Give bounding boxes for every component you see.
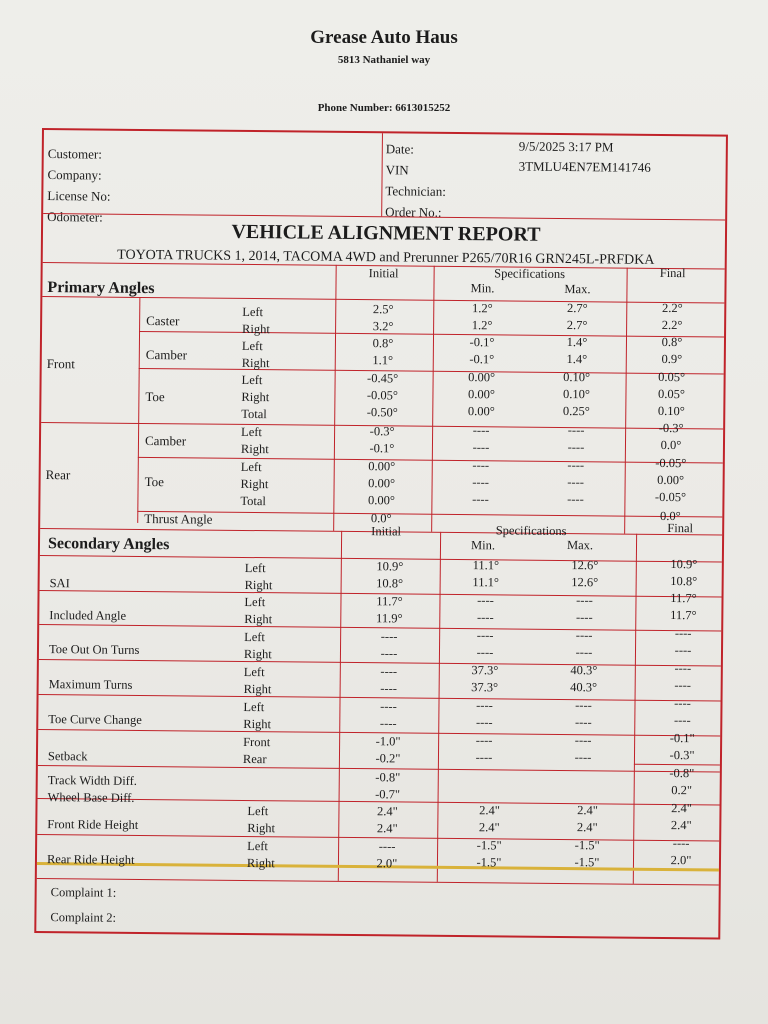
toe-right-initial: -0.05° (366, 388, 399, 403)
track-width-final: -0.8" (669, 766, 695, 781)
divider (338, 531, 342, 881)
rear-ride-left-max: -1.5" (574, 838, 600, 853)
initial-header: Initial (368, 266, 399, 281)
divider (139, 331, 724, 338)
camber-left-min: -0.1° (469, 335, 495, 350)
total-label: Total (241, 406, 267, 422)
toe-out-left-min: ---- (476, 628, 494, 643)
order-label: Order No.: (385, 204, 442, 220)
max-turns-left-min: 37.3° (471, 663, 499, 678)
right-label: Right (243, 681, 272, 697)
camber-left-max: 1.4° (566, 335, 588, 350)
left-label: Left (244, 560, 266, 576)
vin-label: VIN (385, 162, 409, 178)
customer-label: Customer: (47, 146, 102, 162)
caster-left-final: 2.2° (661, 300, 683, 316)
camber-right-min: -0.1° (469, 352, 495, 367)
specifications-header-secondary: Specifications (495, 523, 567, 539)
initial-header-secondary: Initial (371, 524, 402, 539)
toe-out-left-max: ---- (575, 628, 593, 643)
front-ride-left-min: 2.4" (479, 803, 500, 818)
toe-right-min: 0.00° (467, 387, 495, 402)
front-label-setback: Front (243, 734, 271, 750)
setback-rear-max: ---- (574, 750, 592, 765)
rear-toe-total-min: ---- (472, 492, 489, 507)
toe-label: Toe (145, 389, 165, 405)
rear-camber-left-initial: -0.3° (369, 424, 395, 439)
rear-camber-left-final: -0.3° (658, 420, 684, 436)
rear-toe-total-max: ---- (567, 492, 584, 507)
caster-label: Caster (146, 313, 180, 329)
max-turns-right-min: 37.3° (471, 680, 499, 695)
rear-ride-right-max: -1.5" (574, 855, 600, 870)
camber-right-final: 0.9° (661, 351, 683, 367)
caster-right-min: 1.2° (471, 318, 493, 333)
shop-phone-line (0, 102, 768, 114)
left-label: Left (243, 664, 265, 680)
left-label: Left (243, 699, 265, 715)
caster-right-max: 2.7° (566, 318, 588, 333)
sai-left-final: 10.9° (670, 557, 698, 572)
toe-left-max: 0.10° (563, 370, 591, 385)
rear-ride-right-initial: 2.0" (376, 856, 398, 871)
wheel-base-initial: -0.7" (375, 787, 401, 802)
track-width-initial: -0.8" (375, 770, 401, 785)
toe-curve-left-max: ---- (575, 698, 592, 713)
setback-front-initial: -1.0" (375, 734, 401, 749)
front-ride-left-initial: 2.4" (377, 804, 398, 819)
divider (431, 266, 435, 532)
final-header-secondary: Final (667, 521, 694, 536)
caster-left-min: 1.2° (471, 301, 493, 316)
rear-toe-right-max: ---- (567, 475, 585, 490)
thrust-angle-initial: 0.0° (370, 511, 392, 526)
right-label: Right (243, 646, 272, 662)
divider (137, 511, 722, 518)
wheel-base-final: 0.2" (671, 783, 693, 798)
toe-out-on-turns-label: Toe Out On Turns (48, 642, 140, 657)
camber-left-final: 0.8° (661, 334, 683, 350)
rear-ride-left-initial: ---- (378, 839, 396, 854)
complaint-1-label: Complaint 1: (50, 885, 117, 900)
toe-out-right-min: ---- (476, 645, 494, 660)
thrust-angle-final: 0.0° (659, 508, 681, 524)
included-right-max: ---- (575, 610, 593, 625)
included-left-final: 11.7° (670, 591, 697, 606)
divider (633, 534, 637, 884)
toe-curve-left-min: ---- (476, 698, 493, 713)
date-value: 9/5/2025 3:17 PM (518, 138, 614, 155)
setback-front-final: -0.1" (669, 731, 695, 746)
setback-rear-initial: -0.2" (375, 751, 401, 766)
toe-curve-right-initial: ---- (379, 716, 397, 731)
sai-left-max: 12.6° (571, 558, 599, 573)
max-turns-right-initial: ---- (380, 681, 398, 696)
setback-rear-final: -0.3" (669, 748, 695, 763)
rear-camber-left-min: ---- (472, 423, 490, 438)
setback-front-min: ---- (475, 733, 493, 748)
rear-toe-total-initial: 0.00° (367, 493, 395, 508)
right-label: Right (247, 821, 276, 836)
toe-curve-right-max: ---- (574, 715, 592, 730)
rear-camber-label: Camber (144, 433, 187, 449)
maximum-turns-label: Maximum Turns (48, 677, 133, 692)
rear-toe-left-max: ---- (567, 458, 585, 473)
caster-left-initial: 2.5° (372, 302, 394, 317)
specifications-header: Specifications (494, 266, 566, 282)
front-ride-left-max: 2.4" (577, 803, 598, 818)
max-header: Max. (564, 282, 591, 297)
shop-name: Grease Auto Haus (310, 27, 458, 48)
left-label: Left (244, 594, 266, 610)
front-label: Front (46, 356, 75, 372)
secondary-angles-title: Secondary Angles (47, 535, 170, 554)
max-turns-right-final: ---- (674, 678, 692, 693)
setback-front-max: ---- (574, 733, 592, 748)
sai-right-min: 11.1° (472, 575, 499, 590)
front-ride-height-label: Front Ride Height (47, 817, 139, 832)
right-label: Right (241, 355, 270, 371)
right-label: Right (240, 441, 269, 457)
divider (37, 878, 719, 886)
rear-ride-left-min: -1.5" (476, 838, 502, 853)
right-label: Right (240, 476, 269, 492)
sai-label: SAI (49, 576, 70, 591)
rear-toe-right-min: ---- (472, 475, 490, 490)
vin-value: 3TMLU4EN7EM141746 (518, 158, 651, 175)
toe-left-initial: -0.45° (367, 371, 399, 386)
max-header-secondary: Max. (566, 538, 594, 553)
divider (624, 268, 628, 534)
divider (437, 532, 441, 882)
included-left-max: ---- (576, 593, 593, 608)
sai-left-initial: 10.9° (376, 559, 404, 574)
toe-left-final: 0.05° (658, 369, 686, 385)
right-label: Right (242, 321, 270, 337)
odometer-label: Odometer: (47, 209, 103, 225)
camber-right-max: 1.4° (566, 352, 588, 367)
max-turns-left-initial: ---- (380, 664, 398, 679)
setback-rear-min: ---- (475, 750, 493, 765)
included-right-final: 11.7° (670, 608, 697, 623)
rear-camber-right-initial: -0.1° (369, 441, 395, 456)
right-label: Right (243, 716, 272, 732)
left-label: Left (241, 372, 263, 388)
phone-label: Phone Number: (317, 102, 393, 114)
sai-right-initial: 10.8° (376, 576, 404, 591)
wheel-base-label: Wheel Base Diff. (47, 790, 135, 805)
toe-out-right-final: ---- (674, 643, 692, 658)
sai-left-min: 11.1° (472, 558, 500, 573)
rear-label-setback: Rear (242, 751, 267, 767)
rear-toe-right-final: 0.00° (657, 472, 685, 488)
company-label: Company: (47, 167, 102, 183)
toe-total-final: 0.10° (657, 403, 685, 419)
thrust-angle-label: Thrust Angle (144, 510, 213, 527)
toe-out-right-initial: ---- (380, 646, 398, 661)
rear-toe-left-initial: 0.00° (368, 459, 396, 474)
toe-curve-left-initial: ---- (380, 699, 397, 714)
min-header-secondary: Min. (470, 538, 496, 553)
primary-angles-title: Primary Angles (47, 279, 155, 298)
right-label: Right (241, 389, 270, 405)
date-label: Date: (385, 141, 415, 157)
rear-camber-right-final: 0.0° (660, 437, 682, 453)
toe-total-max: 0.25° (562, 404, 590, 419)
license-label: License No: (47, 188, 111, 204)
rear-toe-total-final: -0.05° (654, 489, 687, 505)
toe-right-max: 0.10° (562, 387, 590, 402)
right-label: Right (246, 856, 275, 871)
toe-curve-left-final: ---- (674, 696, 691, 711)
included-right-initial: 11.9° (376, 611, 403, 626)
sai-right-max: 12.6° (571, 575, 599, 590)
left-label: Left (244, 629, 266, 645)
left-label: Left (247, 839, 269, 854)
rear-ride-left-final: ---- (672, 836, 690, 851)
phone-number: 6613015252 (395, 102, 451, 114)
rear-toe-label: Toe (144, 474, 164, 490)
front-ride-right-max: 2.4" (576, 820, 598, 835)
rear-camber-right-max: ---- (567, 440, 585, 455)
setback-label: Setback (47, 749, 88, 764)
rear-toe-left-min: ---- (472, 458, 490, 473)
included-left-min: ---- (477, 593, 494, 608)
camber-label: Camber (145, 347, 188, 363)
track-width-label: Track Width Diff. (47, 773, 138, 788)
left-label: Left (241, 424, 262, 440)
included-right-min: ---- (476, 610, 494, 625)
rear-label: Rear (45, 467, 71, 483)
right-label: Right (244, 611, 273, 627)
divider (43, 213, 725, 221)
camber-right-initial: 1.1° (372, 353, 394, 368)
divider (333, 265, 337, 531)
sai-right-final: 10.8° (670, 574, 698, 589)
left-label: Left (241, 338, 263, 354)
front-ride-right-min: 2.4" (478, 820, 500, 835)
rear-ride-right-min: -1.5" (476, 855, 502, 870)
caster-left-max: 2.7° (566, 301, 588, 316)
front-ride-right-final: 2.4" (670, 818, 692, 833)
caster-right-initial: 3.2° (372, 319, 394, 334)
technician-label: Technician: (385, 183, 446, 199)
rear-ride-height-label: Rear Ride Height (46, 852, 135, 867)
rear-ride-right-final: 2.0" (670, 853, 692, 868)
toe-right-final: 0.05° (657, 386, 685, 402)
right-label: Right (244, 577, 273, 593)
included-angle-label: Included Angle (49, 608, 127, 623)
front-ride-left-final: 2.4" (671, 801, 692, 816)
max-turns-right-max: 40.3° (570, 680, 598, 695)
shop-address: 5813 Nathaniel way (337, 54, 431, 66)
included-left-initial: 11.7° (376, 594, 403, 609)
front-ride-right-initial: 2.4" (376, 821, 398, 836)
divider (139, 368, 724, 375)
rear-camber-right-min: ---- (472, 440, 490, 455)
total-label: Total (240, 493, 267, 509)
toe-out-left-initial: ---- (380, 629, 398, 644)
rear-toe-right-initial: 0.00° (368, 476, 396, 491)
complaint-2-label: Complaint 2: (50, 910, 117, 925)
toe-curve-right-min: ---- (475, 715, 493, 730)
rear-toe-left-final: -0.05° (655, 455, 687, 471)
camber-left-initial: 0.8° (372, 336, 394, 351)
toe-curve-change-label: Toe Curve Change (48, 712, 142, 727)
info-divider (381, 133, 383, 216)
toe-total-min: 0.00° (467, 404, 495, 419)
divider (138, 457, 723, 464)
toe-curve-right-final: ---- (673, 713, 691, 728)
max-turns-left-final: ---- (674, 661, 692, 676)
final-header: Final (659, 265, 686, 281)
report-title: VEHICLE ALIGNMENT REPORT (231, 220, 541, 246)
left-label: Left (240, 459, 262, 475)
min-header: Min. (470, 281, 495, 296)
max-turns-left-max: 40.3° (570, 663, 598, 678)
rear-camber-left-max: ---- (567, 423, 585, 438)
report-frame (34, 128, 728, 940)
toe-out-right-max: ---- (575, 645, 593, 660)
toe-out-left-final: ---- (674, 626, 692, 641)
left-label: Left (247, 804, 269, 819)
toe-total-initial: -0.50° (366, 405, 398, 420)
vehicle-description: TOYOTA TRUCKS 1, 2014, TACOMA 4WD and Prerunner P265/70R16 GRN245L-PRFDKA (117, 247, 655, 268)
caster-right-final: 2.2° (661, 317, 683, 333)
toe-left-min: 0.00° (468, 370, 496, 385)
left-label: Left (242, 304, 264, 320)
